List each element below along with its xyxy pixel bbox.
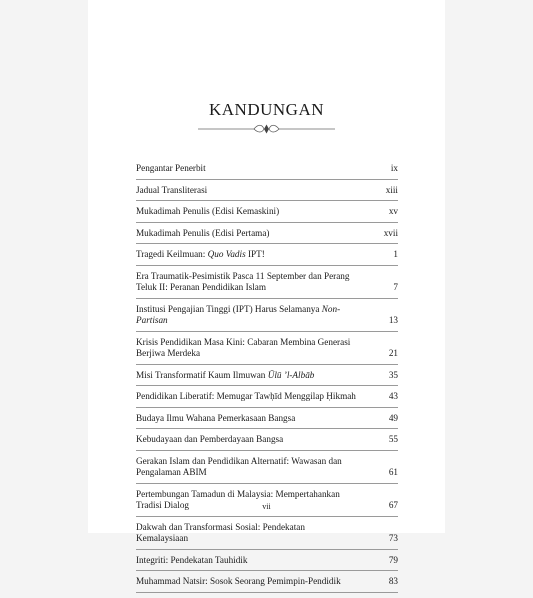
toc-entry <box>136 391 398 408</box>
toc-entry-title: Era Traumatik-Pesimistik Pasca 11 September dan Perang Teluk II: Peranan Pendidikan Islam <box>136 270 350 292</box>
toc-entry <box>136 228 398 245</box>
toc-entry <box>136 337 398 365</box>
toc-entry-page: 43 <box>388 391 398 401</box>
toc-entry <box>136 370 398 387</box>
toc-entry-page: 83 <box>388 576 398 586</box>
toc-entry-title: Gerakan Islam dan Pendidikan Alternatif: Wawasan dan Pengalaman ABIM <box>136 455 342 477</box>
toc-entry-title: Mukadimah Penulis (Edisi Pertama) <box>136 227 270 238</box>
toc-entry-page: 13 <box>388 315 398 325</box>
toc-entry-title: Dakwah dan Transformasi Sosial: Pendekatan Kemalaysiaan <box>136 521 305 543</box>
toc-entry-page: 61 <box>388 467 398 477</box>
toc-entry <box>136 434 398 451</box>
toc-entry <box>136 522 398 550</box>
table-of-contents <box>136 163 398 598</box>
page-number: vii <box>262 502 271 511</box>
toc-entry <box>136 163 398 180</box>
toc-entry-page: 73 <box>388 533 398 543</box>
toc-entry-page: 35 <box>388 369 398 380</box>
toc-entry-title: Budaya Ilmu Wahana Pemerkasaan Bangsa <box>136 412 296 423</box>
toc-entry-page: 55 <box>388 434 398 444</box>
toc-entry <box>136 304 398 332</box>
toc-entry <box>136 413 398 430</box>
toc-entry-title: Pengantar Penerbit <box>136 163 206 173</box>
toc-entry <box>136 206 398 223</box>
toc-entry-title: Muhammad Natsir: Sosok Seorang Pemimpin-Pendidik <box>136 576 341 586</box>
toc-entry <box>136 555 398 572</box>
toc-entry-page: ix <box>390 163 398 173</box>
toc-entry <box>136 249 398 266</box>
contents-heading: KANDUNGAN <box>209 100 324 119</box>
toc-entry-page: 49 <box>388 412 398 423</box>
toc-entry-title: Misi Transformatif Kaum Ilmuwan Ūlū ’l-Albāb <box>136 369 315 380</box>
toc-entry-title: Institusi Pengajian Tinggi (IPT) Harus Selamanya Non-Partisan <box>136 303 341 325</box>
toc-entry-page: 79 <box>388 554 398 565</box>
toc-entry-title: Pertembungan Tamadun di Malaysia: Mempertahankan Tradisi Dialog <box>136 488 340 510</box>
toc-entry-page: xiii <box>385 184 398 195</box>
book-page <box>88 0 445 586</box>
toc-entry-page: 7 <box>393 282 398 292</box>
toc-entry-page: xv <box>388 206 398 216</box>
toc-entry-title: Mukadimah Penulis (Edisi Kemaskini) <box>136 206 280 216</box>
toc-entry-title: Pendidikan Liberatif: Memugar Tawḥīd Menggilap Ḥikmah <box>136 391 356 401</box>
toc-entry-title: Jadual Transliterasi <box>136 184 208 195</box>
toc-entry <box>136 456 398 484</box>
toc-entry-title: Krisis Pendidikan Masa Kini: Cabaran Membina Generasi Berjiwa Merdeka <box>136 336 351 358</box>
toc-entry-title: Kebudayaan dan Pemberdayaan Bangsa <box>136 434 284 444</box>
toc-entry-title: Integriti: Pendekatan Tauhidik <box>136 554 248 565</box>
ornament-divider-icon <box>198 123 335 135</box>
toc-entry <box>136 271 398 299</box>
toc-entry <box>136 185 398 202</box>
toc-entry-page: 21 <box>388 348 398 358</box>
toc-entry <box>136 576 398 593</box>
toc-entry-page: xvii <box>383 227 398 238</box>
toc-entry-page: 1 <box>393 249 398 259</box>
toc-entry-title: Tragedi Keilmuan: Quo Vadis IPT! <box>136 249 265 259</box>
toc-entry-page: 67 <box>388 500 398 510</box>
